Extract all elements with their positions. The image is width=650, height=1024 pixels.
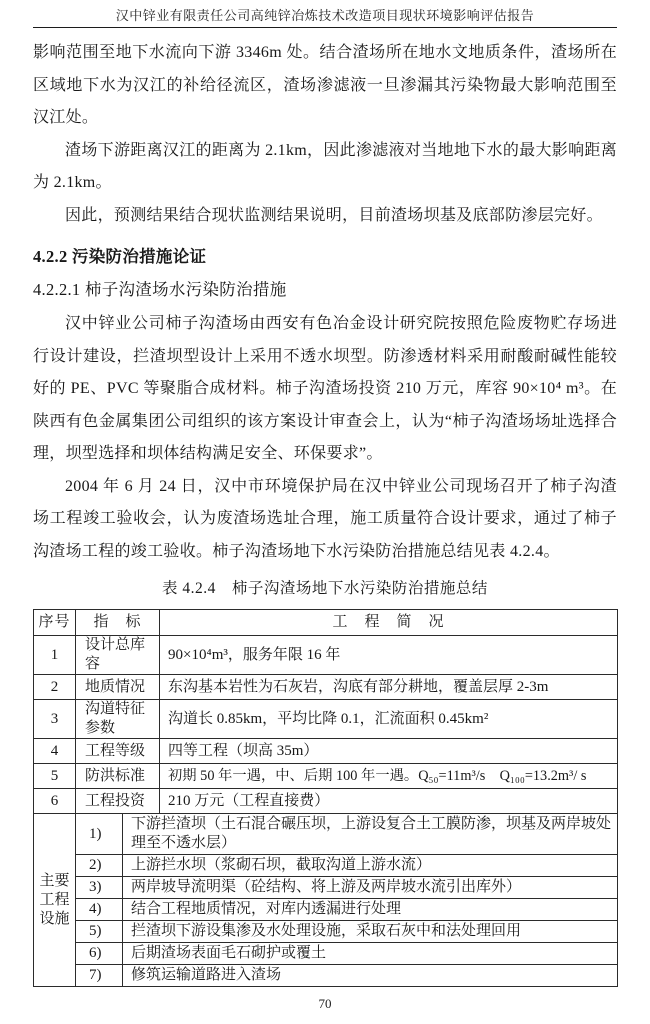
- facility-row: [34, 899, 618, 921]
- facility-row: [34, 877, 618, 899]
- table-row: [34, 675, 618, 700]
- column-header-overview: 工 程 简 况: [160, 610, 618, 636]
- table-caption: 表 4.2.4 柿子沟渣场地下水污染防治措施总结: [162, 580, 488, 597]
- page-header: [33, 4, 617, 28]
- table-row: [34, 764, 618, 789]
- facility-desc: 两岸坡导流明渠（砼结构、将上游及两岸坡水流引出库外）: [123, 877, 618, 899]
- body-paragraph-1: 影响范围至地下水流向下游 3346m 处。结合渣场所在地水文地质条件，渣场所在区域地下水为汉江的补给径流区，渣场渗滤液一旦渗漏其污染物最大影响范围至汉江处。: [33, 44, 617, 126]
- body-paragraph-3: 因此，预测结果结合现状监测结果说明，目前渣场坝基及底部防渗层完好。: [65, 206, 603, 224]
- table-header-row: [34, 610, 618, 636]
- page-number: 70: [318, 996, 332, 1011]
- facility-row: [34, 921, 618, 943]
- facility-desc: 下游拦渣坝（土石混合碾压坝，上游设复合土工膜防渗，坝基及两岸坡处理至不透水层）: [123, 814, 618, 855]
- facility-no: 3): [76, 877, 123, 899]
- column-header-indicator: 指 标: [76, 610, 160, 636]
- body-paragraph-5: 2004 年 6 月 24 日，汉中市环境保护局在汉中锌业公司现场召开了柿子沟渣场工程竣工验收会，认为废渣场选址合理，施工质量符合设计要求，通过了柿子沟渣场工程的竣工验收。柿子沟渣场地下水污染防治措施总结见表 4.2.4。: [33, 477, 617, 560]
- facility-row: [34, 814, 618, 855]
- row-value: 沟道长 0.85km，平均比降 0.1，汇流面积 0.45km²: [160, 700, 618, 739]
- facility-desc: 上游拦水坝（浆砌石坝，截取沟道上游水流）: [123, 855, 618, 877]
- table-row: [34, 636, 618, 675]
- document-body: [33, 37, 617, 987]
- facility-no: 7): [76, 965, 123, 987]
- row-no: 4: [34, 739, 76, 764]
- row-value: 初期 50 年一遇，中、后期 100 年一遇。Q₅₀=11m³/s Q₁₀₀=13.2m³/ s: [160, 764, 618, 789]
- row-no: 2: [34, 675, 76, 700]
- facility-desc: 结合工程地质情况，对库内透漏进行处理: [123, 899, 618, 921]
- facility-no: 1): [76, 814, 123, 855]
- page-header-title: 汉中锌业有限责任公司高纯锌冶炼技术改造项目现状环境影响评估报告: [115, 8, 535, 23]
- section-heading-4-2-2: 4.2.2 污染防治措施论证: [33, 247, 207, 266]
- column-header-no: 序号: [34, 610, 76, 636]
- row-value: 东沟基本岩性为石灰岩，沟底有部分耕地，覆盖层厚 2-3m: [160, 675, 618, 700]
- body-paragraph-2: 渣场下游距离汉江的距离为 2.1km，因此渗滤液对当地地下水的最大影响距离为 2.1km。: [33, 141, 617, 191]
- row-label: 沟道特征参数: [76, 700, 160, 739]
- facility-row: [34, 855, 618, 877]
- facility-row: [34, 943, 618, 965]
- table-row: [34, 700, 618, 739]
- row-value: 四等工程（坝高 35m）: [160, 739, 618, 764]
- facility-desc: 修筑运输道路进入渣场: [123, 965, 618, 987]
- row-value: 90×10⁴m³，服务年限 16 年: [160, 636, 618, 675]
- facility-desc: 后期渣场表面毛石砌护或覆土: [123, 943, 618, 965]
- facilities-label-cell: 主要工程设施: [34, 814, 76, 987]
- row-label: 工程投资: [76, 789, 160, 814]
- facility-no: 6): [76, 943, 123, 965]
- row-value: 210 万元（工程直接费）: [160, 789, 618, 814]
- header-rule: [33, 27, 617, 28]
- table-row: [34, 739, 618, 764]
- facility-no: 4): [76, 899, 123, 921]
- row-no: 5: [34, 764, 76, 789]
- facility-no: 5): [76, 921, 123, 943]
- row-no: 3: [34, 700, 76, 739]
- table-row: [34, 789, 618, 814]
- summary-table: [33, 609, 618, 987]
- row-label: 设计总库容: [76, 636, 160, 675]
- row-label: 防洪标准: [76, 764, 160, 789]
- facility-desc: 拦渣坝下游设集渗及水处理设施，采取石灰中和法处理回用: [123, 921, 618, 943]
- row-no: 1: [34, 636, 76, 675]
- row-label: 工程等级: [76, 739, 160, 764]
- facility-no: 2): [76, 855, 123, 877]
- body-paragraph-4: 汉中锌业公司柿子沟渣场由西安有色冶金设计研究院按照危险废物贮存场进行设计建设，拦渣坝型设计上采用不透水坝型。防渗透材料采用耐酸耐碱性能较好的 PE、PVC 等聚脂合成材料。柿子沟渣场投资 210 万元，库容 90×10⁴ m³。在陕西有色金属集团公司组织的该方案设计审查会上，认为“柿子沟渣场场址选择合理，坝型选择和坝体结构满足安全、环保要求”。: [33, 315, 617, 462]
- row-label: 地质情况: [76, 675, 160, 700]
- subsection-heading-4-2-2-1: 4.2.2.1 柿子沟渣场水污染防治措施: [33, 280, 287, 299]
- row-no: 6: [34, 789, 76, 814]
- facility-row: [34, 965, 618, 987]
